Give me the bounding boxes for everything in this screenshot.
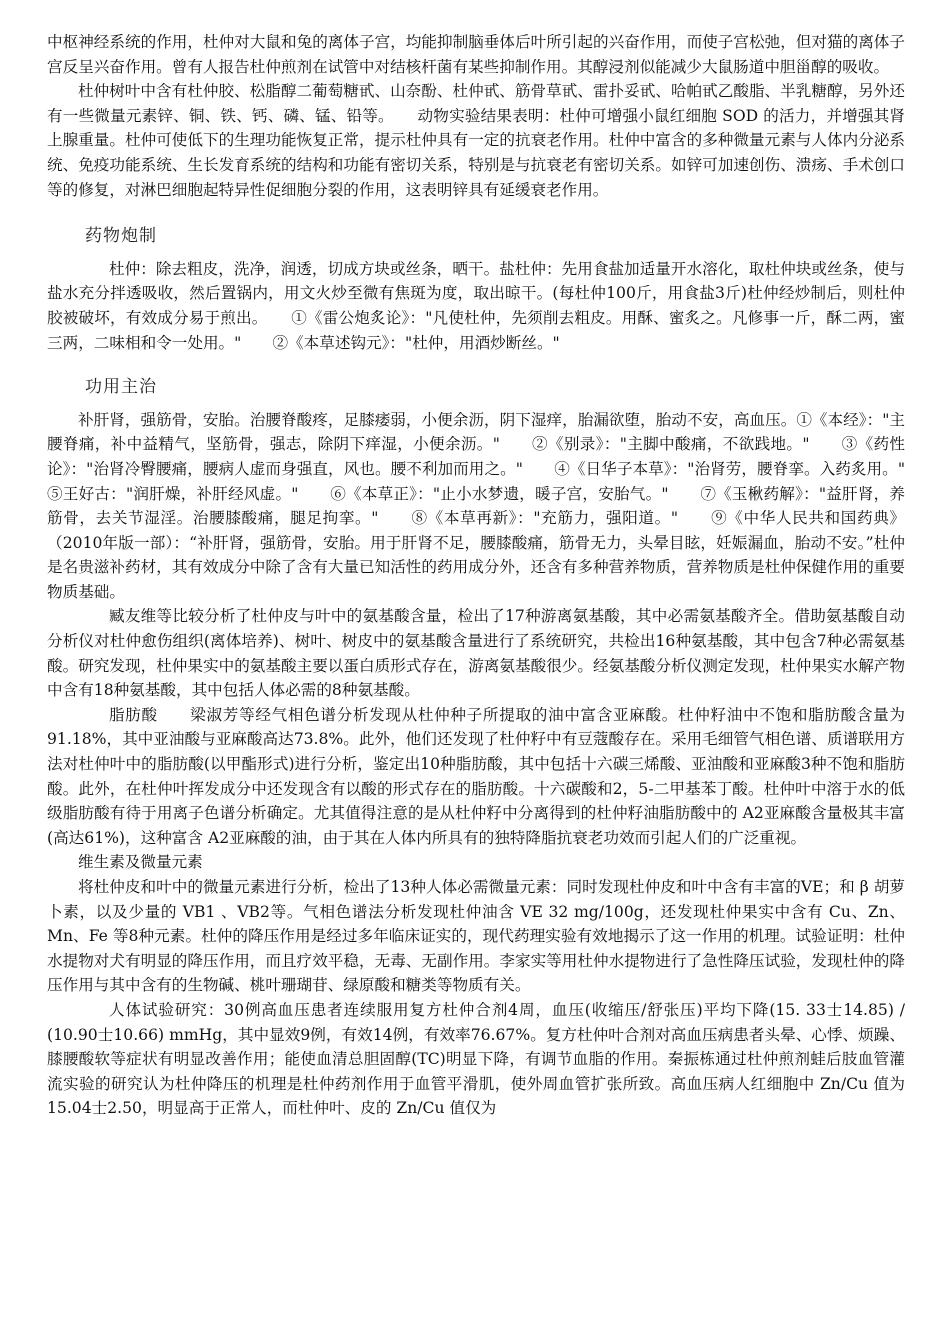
- paragraph-human-trials: 人体试验研究：30例高血压患者连续服用复方杜仲合剂4周，血压(收缩压/舒张压)平均下降(15. 33士14.85) / (10.90士10.66) mmHg，其中显效9例，有效14例，有效率76.67%。复方杜仲叶合剂对高血压病患者头晕、心悸、烦躁、膝腰酸软等症状有明显改善作用；能使血清总胆固醇(TC)明显下降，有调节血脂的作用。秦振栋通过杜仲煎剂蛙后肢血管灌流实验的研究认为杜仲降压的机理是杜仲药剂作用于血管平滑肌，使外周血管扩张所致。高血压病人红细胞中 Zn/Cu 值为15.04士2.50，明显高于正常人，而杜仲叶、皮的 Zn/Cu 值仅为: [47, 1000, 905, 1118]
- document-page: [47, 30, 937, 1121]
- paragraph-processing: 杜仲：除去粗皮，洗净，润透，切成方块或丝条，晒干。盐杜仲：先用食盐加适量开水溶化，取杜仲块或丝条，使与盐水充分拌透吸收，然后置锅内，用文火炒至微有焦斑为度，取出晾干。(每杜仲100斤，用食盐3斤)杜仲经炒制后，则杜仲胶被破坏，有效成分易于煎出。 ①《雷公炮炙论》："凡使杜仲，先须削去粗皮。用酥、蜜炙之。凡修事一斤，酥二两，蜜三两，二味相和令一处用。" ②《本草述钩元》："杜仲，用酒炒断丝。": [47, 259, 905, 352]
- paragraph-function: 补肝肾，强筋骨，安胎。治腰脊酸疼，足膝痿弱，小便余沥，阴下湿痒，胎漏欲堕，胎动不安，高血压。①《本经》："主腰脊痛，补中益精气，坚筋骨，强志，除阴下痒湿，小便余沥。" ②《别录》："主脚中酸痛，不欲践地。" ③《药性论》："治肾冷臀腰痛，腰病人虚而身强直，风也。腰不利加而用之。" ④《日华子本草》："治肾劳，腰脊挛。入药炙用。" ⑤王好古："润肝燥，补肝经风虚。" ⑥《本草正》："止小水梦遗，暖子宫，安胎气。" ⑦《玉楸药解》："益肝肾，养筋骨，去关节湿淫。治腰膝酸痛，腿足拘挛。" ⑧《本草再新》："充筋力，强阳道。" ⑨《中华人民共和国药典》（2010年版一部）：“补肝肾，强筋骨，安胎。用于肝肾不足，腰膝酸痛，筋骨无力，头晕目眩，妊娠漏血，胎动不安。”杜仲是名贵滋补药材，其有效成分中除了含有大量已知活性的药用成分外，还含有多种营养物质，营养物质是杜仲保健作用的重要物质基础。: [47, 410, 937, 601]
- section-heading-function: 功用主治: [85, 377, 157, 398]
- section-heading-processing: 药物炮制: [85, 226, 157, 247]
- paragraph-amino-acids: 臧友维等比较分析了杜仲皮与叶中的氨基酸含量，检出了17种游离氨基酸，其中必需氨基酸齐全。借助氨基酸自动分析仪对杜仲愈伤组织(离体培养)、树叶、树皮中的氨基酸含量进行了系统研究，共检出16种氨基酸，其中包含7种必需氨基酸。研究发现，杜仲果实中的氨基酸主要以蛋白质形式存在，游离氨基酸很少。经氨基酸分析仪测定发现，杜仲果实水解产物中含有18种氨基酸，其中包括人体必需的8种氨基酸。: [47, 607, 905, 700]
- paragraph-fatty-acids: 脂肪酸 梁淑芳等经气相色谱分析发现从杜仲种子所提取的油中富含亚麻酸。杜仲籽油中不饱和脂肪酸含量为91.18%，其中亚油酸与亚麻酸高达73.8%。此外，他们还发现了杜仲籽中有豆蔻酸存在。采用毛细管气相色谱、质谱联用方法对杜仲叶中的脂肪酸(以甲酯形式)进行分析，鉴定出10种脂肪酸，其中包括十六碳三烯酸、亚油酸和亚麻酸3种不饱和脂肪酸。此外，在杜仲叶挥发成分中还发现含有以酸的形式存在的脂肪酸。十六碳酸和2，5-二甲基苯丁酸。杜仲叶中溶于水的低级脂肪酸有待于用离子色谱分析确定。尤其值得注意的是从杜仲籽中分离得到的杜仲籽油脂肪酸中的 A2亚麻酸含量极其丰富(高达61%)，这种富含 A2亚麻酸的油，由于其在人体内所具有的独特降脂抗衰老功效而引起人们的广泛重视。: [47, 705, 905, 847]
- subheading-vitamins: 维生素及微量元素: [78, 853, 203, 872]
- paragraph-leaf-components: 杜仲树叶中含有杜仲胶、松脂醇二葡萄糖甙、山奈酚、杜仲甙、筋骨草甙、雷扑妥甙、哈帕甙乙酸脂、半乳糖醇，另外还有一些微量元素锌、铜、铁、钙、磷、锰、铅等。 动物实验结果表明：杜仲可增强小鼠红细胞 SOD 的活力，并增强其肾上腺重量。杜仲可使低下的生理功能恢复正常，提示杜仲具有一定的抗衰老作用。杜仲中富含的多种微量元素与人体内分泌系统、免疫功能系统、生长发育系统的结构和功能有密切关系，特别是与抗衰老有密切关系。如锌可加速创伤、溃疡、手术创口等的修复，对淋巴细胞起特异性促细胞分裂的作用，这表明锌具有延缓衰老作用。: [47, 82, 905, 199]
- paragraph-trace-elements: 将杜仲皮和叶中的微量元素进行分析，检出了13种人体必需微量元素：同时发现杜仲皮和叶中含有丰富的VE；和 β 胡萝卜素，以及少量的 VB1 、VB2等。气相色谱法分析发现杜仲油含 VE 32 mg/100g，还发现杜仲果实中含有 Cu、Zn、Mn、Fe 等8种元素。杜仲的降压作用是经过多年临床证实的，现代药理实验有效地揭示了这一作用的机理。试验证明：杜仲水提物对犬有明显的降压作用，而且疗效平稳，无毒、无副作用。李家实等用杜仲水提物进行了急性降压试验，发现杜仲的降压作用与其中含有的生物碱、桃叶珊瑚苷、绿原酸和糖类等物质有关。: [47, 878, 905, 995]
- paragraph-pharmacology: 中枢神经系统的作用，杜仲对大鼠和兔的离体子宫，均能抑制脑垂体后叶所引起的兴奋作用，而使子宫松弛，但对猫的离体子宫反呈兴奋作用。曾有人报告杜仲煎剂在试管中对结核杆菌有某些抑制作用。其醇浸剂似能减少大鼠肠道中胆甾醇的吸收。: [47, 33, 905, 76]
